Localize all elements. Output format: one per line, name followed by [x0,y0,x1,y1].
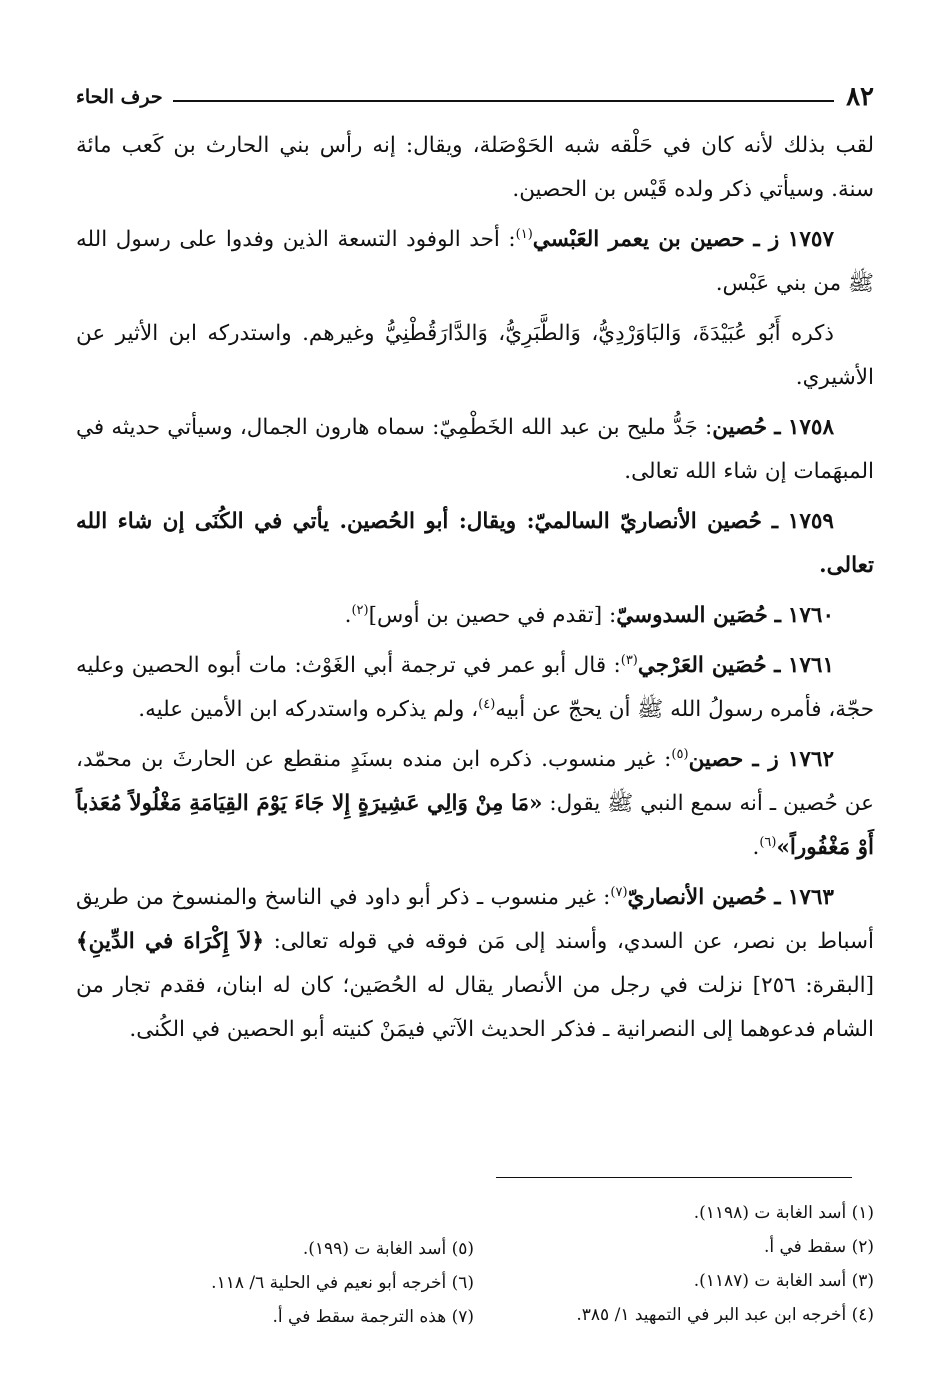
header-rule [173,100,834,102]
footnote-ref: (٣) [620,652,638,668]
footnote: (٣) أسد الغابة ت (١١٨٧). [693,1271,874,1291]
entry-text: : غير منسوب ـ ذكر أبو داود في الناسخ والمنسوخ من طريق أسباط بن نصر، عن السدي، وأسند إلى مَن فوقه في قوله تعالى: [76,885,874,954]
footnotes-column-left [84,1232,474,1334]
footnote-separator [496,1177,852,1178]
entry-number: ١٧٥٧ [787,227,834,252]
entry-number: ١٧٦٢ [787,747,834,772]
entry-heading: حُصَين العَرْجي [637,653,767,678]
entry-text: : [تقدم في حصين بن أوس] [368,603,617,628]
footnote: (٧) هذه الترجمة سقط في أ. [272,1307,474,1327]
page-number: ٨٢ [846,82,874,112]
entry-heading: حصين [688,747,744,772]
entry-1759 [76,500,874,588]
footnote: (١) أسد الغابة ت (١١٩٨). [693,1203,874,1223]
entry-heading: حصين بن يعمر العَبْسي [532,227,745,252]
main-text [76,124,874,1058]
entry-number: ١٧٥٩ [787,509,834,534]
entry-marker: ـ [774,653,781,678]
footnote: (٦) أخرجه أبو نعيم في الحلية ٦/ ١١٨. [211,1273,474,1293]
entry-marker: ز ـ [753,227,780,252]
entry-marker: ـ [774,885,781,910]
footnote: (٥) أسد الغابة ت (١٩٩). [302,1239,474,1259]
entry-number: ١٧٦١ [787,653,835,678]
footnote-ref: (٦) [759,834,777,850]
paragraph [76,312,874,400]
entry-1763 [76,876,874,1052]
hadith-quote: «مَا مِنْ وَالِي عَشِيرَةٍ إِلا جَاءَ يَوْمَ القِيَامَةِ مَغْلُولاً مُعَذباً أَوْ مَغْفُوراً» [76,791,874,860]
entry-text: : قال أبو عمر في ترجمة أبي الغَوْث: مات أبوه الحصين وعليه حجّة، فأمره رسولُ الله ﷺ أن يحجّ عن أبيه [76,653,874,722]
entry-number: ١٧٦٠ [787,603,834,628]
entry-number: ١٧٦٣ [787,885,834,910]
footnote-ref: (١) [515,226,533,242]
entry-1758 [76,406,874,494]
entry-tail: . [752,835,760,860]
section-title: حرف الحاء [76,86,163,108]
entry-marker: ز ـ [752,747,779,772]
paragraph [76,124,874,212]
paragraph-text: ذكره أَبُو عُبَيْدَةَ، وَالبَاوَرْدِيُّ، وَالطَّبَرِيُّ، وَالدَّارَقُطْنِيُّ وغيرهم. واستدركه ابن الأثير عن الأشيري. [76,321,874,390]
entry-text: : غير منسوب. ذكره ابن منده بسنَدٍ منقطع عن الحارثَ بن محمّد، عن حُصين ـ أنه سمع النبي ﷺ يقول: [76,747,874,816]
entry-1757 [76,218,874,306]
entry-1761 [76,644,874,732]
footnote-ref: (٥) [671,746,689,762]
entry-tail: [البقرة: ٢٥٦] نزلت في رجل من الأنصار يقال له الحُصَين؛ كان له ابنان، فقدم تجار من الشام فدعوهما إلى النصرانية ـ فذكر الحديث الآتي فيمَنْ كنيته أبو الحصين في الكُنى. [76,973,875,1042]
footnote-ref: (٢) [351,602,369,618]
entry-heading: حُصين الأنصاريّ [627,885,767,910]
entry-marker: ـ [774,415,781,440]
paragraph-text: لقب بذلك لأنه كان في حَلْقه شبه الحَوْصَلة، ويقال: إنه رأس بني الحارث بن كَعب مائة سنة. وسيأتي ذكر ولده قَيْس بن الحصين. [76,133,874,202]
footnote: (٢) سقط في أ. [763,1237,874,1257]
footnote-ref: (٤) [478,696,496,712]
entry-1760 [76,594,874,638]
entry-tail: ، ولم يذكره واستدركه ابن الأمين عليه. [138,697,479,722]
footnotes-column-right [484,1196,874,1332]
entry-marker: ـ [774,603,781,628]
quran-quote: ﴿لاَ إِكْرَاهَ في الدِّينِ﴾ [76,929,264,954]
entry-number: ١٧٥٨ [787,415,835,440]
entry-heading: حُصَين السدوسيّ [616,603,768,628]
entry-heading: حُصين [712,415,767,440]
page-header [76,80,874,114]
entry-1762 [76,738,874,870]
footnote: (٤) أخرجه ابن عبد البر في التمهيد ١/ ٣٨٥. [576,1305,874,1325]
entry-marker: ـ [771,509,779,534]
entry-tail: . [344,603,352,628]
entry-heading: حُصين الأنصاريّ السالميّ: ويقال: أبو الحُصين. يأتي في الكُنَى إن شاء الله تعالى. [76,509,874,578]
entry-text: : أحد الوفود التسعة الذين وفدوا على رسول الله ﷺ من بني عَبْس. [76,227,874,296]
footnote-ref: (٧) [610,884,628,900]
entry-text: : جَدُّ مليح بن عبد الله الخَطْمِيّ: سماه هارون الجمال، وسيأتي حديثه في المبهَمات إن شاء الله تعالى. [76,415,874,484]
